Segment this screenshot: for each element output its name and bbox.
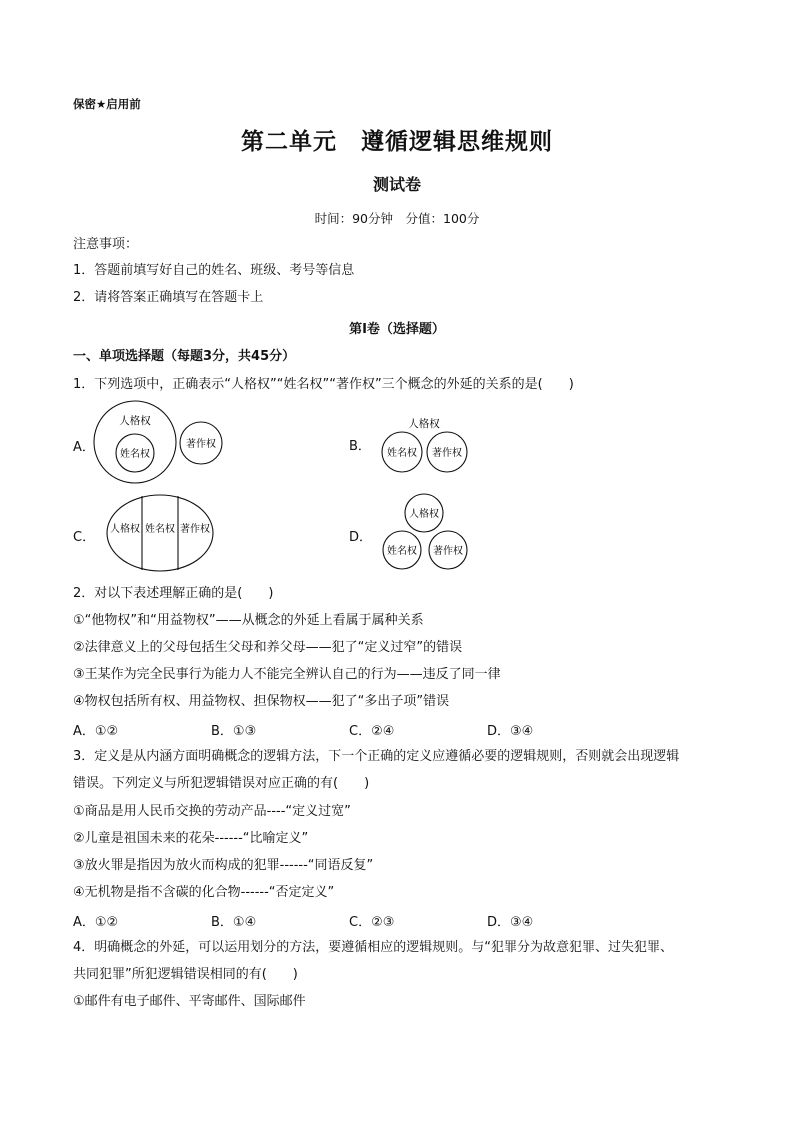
label-xingming: 姓名权 (145, 524, 175, 535)
q1-diagram-b (372, 412, 482, 476)
q4-stem-line1: 4．明确概念的外延，可以运用划分的方法，要遵循相应的逻辑规则。与“犯罪分为故意犯罪、过失犯罪、 (73, 940, 674, 955)
q1-option-b-label: B． (349, 439, 371, 454)
time-score-info: 时间：90分钟 分值：100分 (314, 211, 480, 226)
q3-item: ①商品是用人民币交换的劳动产品----“定义过宽” (73, 804, 351, 819)
confidential-label: 保密★启用前 (73, 97, 141, 111)
q3-stem-line2: 错误。下列定义与所犯逻辑错误对应正确的有( ) (73, 776, 370, 791)
label-xingming: 姓名权 (387, 448, 417, 459)
q2-item: ①“他物权”和“用益物权”——从概念的外延上看属于属种关系 (73, 613, 424, 628)
circle-outer (94, 401, 176, 483)
q3-choice-d: D．③④ (487, 915, 534, 930)
q1-option-c-label: C． (73, 530, 96, 545)
q3-item: ③放火罪是指因为放火而构成的犯罪------“同语反复” (73, 858, 374, 873)
q2-item: ④物权包括所有权、用益物权、担保物权——犯了“多出子项”错误 (73, 694, 450, 709)
volume-title: 第I卷（选择题） (349, 322, 445, 337)
label-renge: 人格权 (119, 415, 151, 427)
q3-item: ④无机物是指不含碳的化合物------“否定定义” (73, 885, 335, 900)
label-xingming: 姓名权 (120, 449, 150, 460)
note-item: 1．答题前填写好自己的姓名、班级、考号等信息 (73, 263, 355, 278)
label-renge: 人格权 (409, 509, 439, 520)
label-xingming: 姓名权 (387, 546, 417, 557)
label-renge: 人格权 (110, 524, 140, 535)
q3-item: ②儿童是祖国未来的花朵------“比喻定义” (73, 831, 309, 846)
exam-title: 第二单元 遵循逻辑思维规则 (241, 128, 553, 155)
q2-item: ②法律意义上的父母包括生父母和养父母——犯了“定义过窄”的错误 (73, 640, 463, 655)
notes-heading: 注意事项： (73, 237, 139, 252)
label-renge: 人格权 (408, 418, 440, 430)
q1-diagram-c (104, 492, 216, 574)
q1-diagram-a (90, 398, 230, 488)
q1-option-a-label: A． (73, 440, 95, 455)
label-zhuzuo: 著作权 (186, 439, 216, 450)
q3-choice-b: B．①④ (211, 915, 257, 930)
label-zhuzuo: 著作权 (433, 546, 463, 557)
q3-choice-c: C．②③ (349, 915, 395, 930)
q2-stem: 2．对以下表述理解正确的是( ) (73, 586, 274, 601)
label-zhuzuo: 著作权 (180, 524, 210, 535)
q3-stem-line1: 3．定义是从内涵方面明确概念的逻辑方法，下一个正确的定义应遵循必要的逻辑规则，否则就会出现逻辑 (73, 749, 680, 764)
q1-stem: 1．下列选项中，正确表示“人格权”“姓名权”“著作权”三个概念的外延的关系的是( ) (73, 377, 574, 392)
q4-item: ①邮件有电子邮件、平寄邮件、国际邮件 (73, 994, 306, 1009)
q3-choice-a: A．①② (73, 915, 119, 930)
q2-item: ③王某作为完全民事行为能力人不能完全辨认自己的行为——违反了同一律 (73, 667, 501, 682)
section-title: 一、单项选择题（每题3分，共45分） (73, 349, 296, 364)
q2-choice-c: C．②④ (349, 724, 395, 739)
q2-choice-b: B．①③ (211, 724, 257, 739)
note-item: 2．请将答案正确填写在答题卡上 (73, 290, 264, 305)
q4-stem-line2: 共同犯罪”所犯逻辑错误相同的有( ) (73, 967, 298, 982)
q2-choice-d: D．③④ (487, 724, 534, 739)
q1-diagram-d (376, 492, 476, 574)
exam-subtitle: 测试卷 (372, 175, 421, 194)
q2-choice-a: A．①② (73, 724, 119, 739)
label-zhuzuo: 著作权 (432, 448, 462, 459)
q1-option-d-label: D． (349, 530, 373, 545)
